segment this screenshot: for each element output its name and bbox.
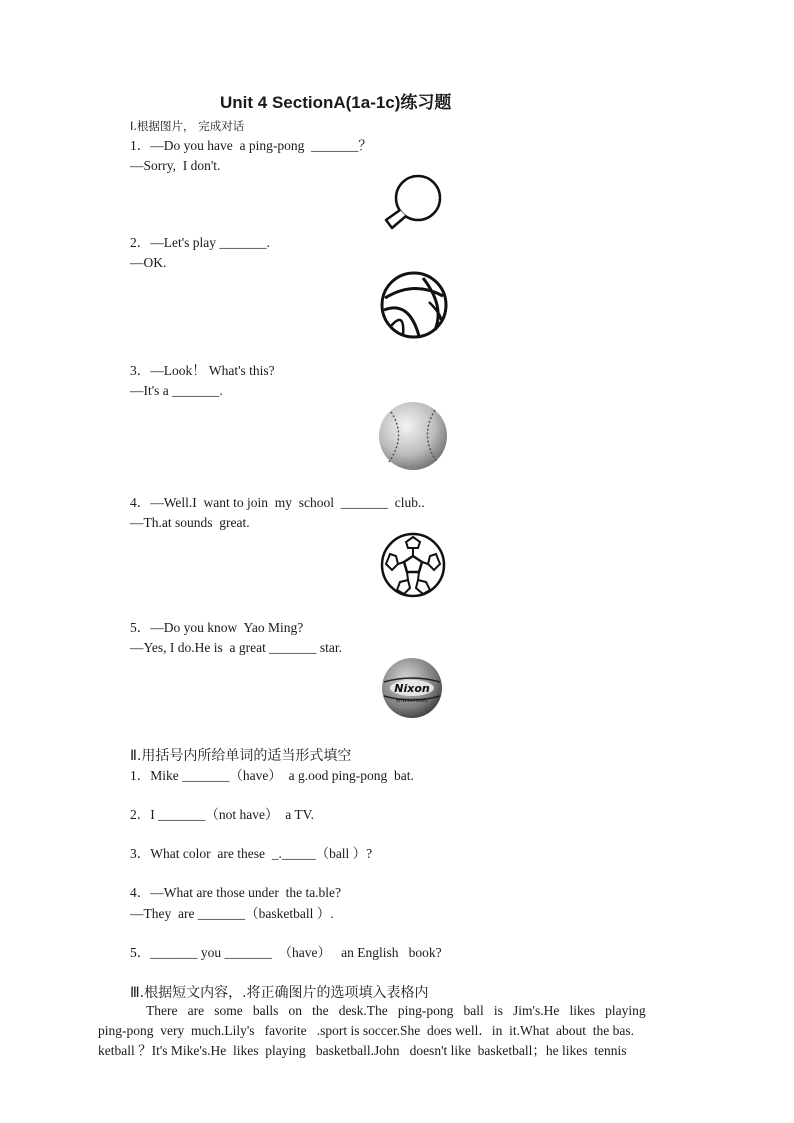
volleyball-icon <box>379 270 449 340</box>
basketball-icon <box>380 656 444 720</box>
s1-a1: —Sorry, I don't. <box>130 158 221 173</box>
s3-para-line1: There are some balls on the desk.The ping-pong ball is Jim's.He likes playing <box>146 1003 646 1018</box>
section3-heading: Ⅲ.根据短文内容，.将正确图片的选项填入表格内 <box>130 985 429 1001</box>
s2-item1: 1．Mike _______（have） a g.ood ping-pong bat. <box>130 768 414 783</box>
s3-para-line3: ketball ？It's Mike's.He likes playing basketball.John doesn't like basketball；he likes tennis <box>98 1043 627 1058</box>
section2-heading: Ⅱ.用括号内所给单词的适当形式填空 <box>130 748 352 764</box>
page-title: Unit 4 SectionA(1a-1c)练习题 <box>220 93 452 112</box>
s1-a3: —It's a _______. <box>130 383 223 398</box>
baseball-icon <box>377 400 449 472</box>
s1-a4: —Th.at sounds great. <box>130 515 250 530</box>
s1-q3: 3．—Look！ What's this? <box>130 363 275 378</box>
s1-q4: 4．—Well.I want to join my school _______ club.. <box>130 495 425 510</box>
s2-item5: 5．_______ you _______ （have） an English book? <box>130 945 442 960</box>
basketball-sub: INTERNATIONAL <box>395 698 429 703</box>
s2-item2: 2．I _______（not have） a TV. <box>130 807 314 822</box>
s3-para-line2: ping-pong very much.Lily's favorite .sport is soccer.She does well．in it.What about the bas. <box>98 1023 634 1038</box>
s2-item4-answer: —They are _______（basketball ）. <box>130 906 334 921</box>
s1-q5: 5．—Do you know Yao Ming? <box>130 620 304 635</box>
s2-item4: 4．—What are those under the ta.ble? <box>130 885 342 900</box>
ping-pong-bat-icon <box>380 174 446 232</box>
section1-heading: Ⅰ.根据图片， 完成对话 <box>130 119 245 133</box>
basketball-brand: Nixon <box>394 682 430 695</box>
soccer-ball-icon <box>380 532 446 598</box>
s1-a2: —OK. <box>130 255 167 270</box>
s1-q2: 2．—Let's play _______. <box>130 235 271 250</box>
s1-a5: —Yes, I do.He is a great _______ star. <box>130 640 342 655</box>
s2-item3: 3．What color are these _._____（ball ）? <box>130 846 373 861</box>
s1-q1: 1．—Do you have a ping-pong _______？ <box>130 138 372 153</box>
